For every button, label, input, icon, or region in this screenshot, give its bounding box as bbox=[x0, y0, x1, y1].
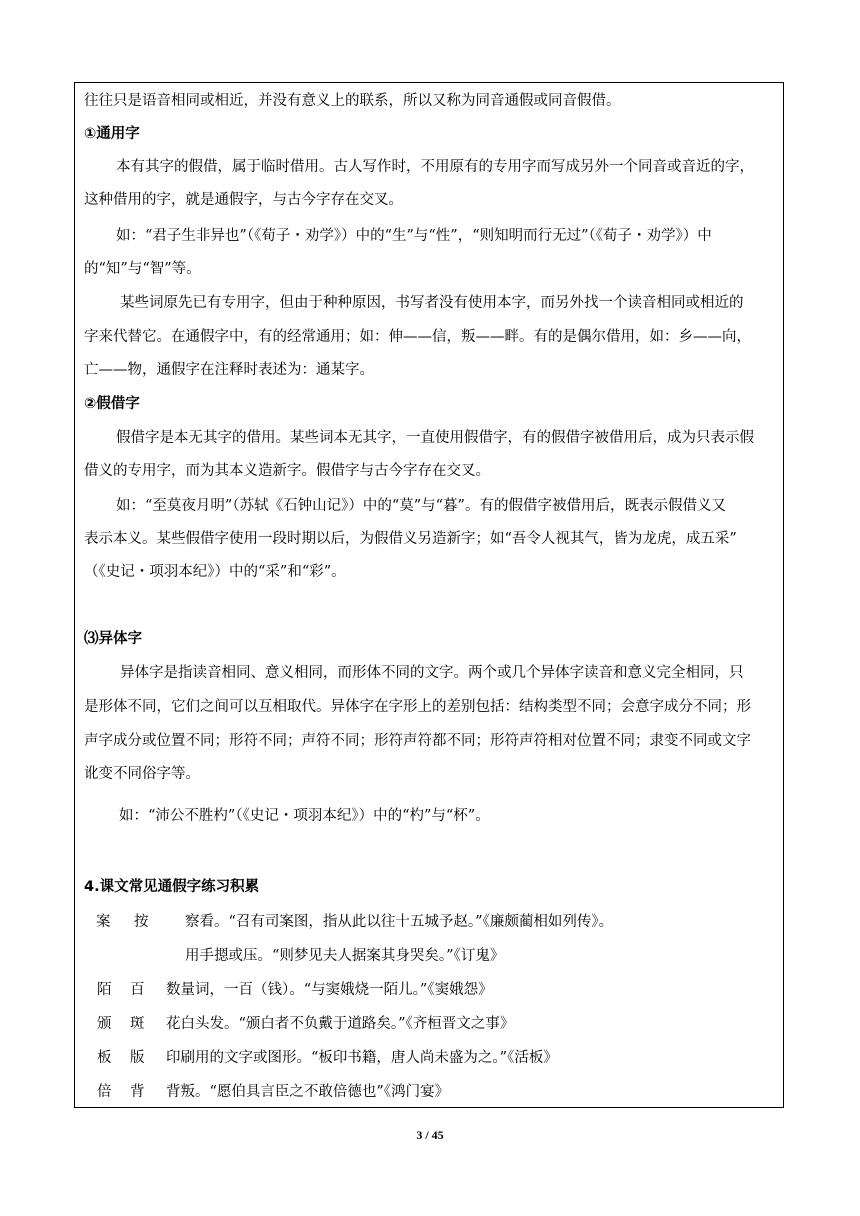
paragraph-line: 异体字是指读音相同、意义相同，而形体不同的文字。两个或几个异体字读音和意义完全相同，只 bbox=[120, 665, 744, 681]
paragraph-line: 如：“沛公不胜杓”（《史记・项羽本纪》）中的“杓”与“杯”。 bbox=[119, 808, 490, 824]
section-heading-jiajiezi: ②假借字 bbox=[84, 396, 140, 412]
entry-explanation: 数量词，一百（钱）。“与窦娥烧一陌儿。”《窦娥怨》 bbox=[166, 982, 493, 998]
paragraph-line: 的“知”与“智”等。 bbox=[84, 261, 201, 277]
entry-explanation: 印刷用的文字或图形。“板印书籍，唐人尚未盛为之。”《活板》 bbox=[166, 1050, 558, 1066]
entry-explanation: 背叛。“愿伯具言臣之不敢倍德也”《鸿门宴》 bbox=[166, 1084, 450, 1100]
page-number: 3 / 45 bbox=[416, 1128, 444, 1142]
entry-explanation: 用手摁或压。“则梦见夫人据案其身哭矣。”《订鬼》 bbox=[185, 948, 505, 964]
entry-tong-char: 背 bbox=[130, 1084, 145, 1100]
entry-explanation: 察看。“召有司案图，指从此以往十五城予赵。”《廉颇蔺相如列传》。 bbox=[185, 914, 614, 930]
paragraph-line: 表示本义。某些假借字使用一段时期以后，为假借义另造新字；如“吾令人视其气，皆为龙虎，成五采” bbox=[84, 531, 737, 547]
section-heading-yitizi: ⑶异体字 bbox=[84, 631, 142, 647]
section-heading-practice: 4.课文常见通假字练习积累 bbox=[84, 879, 260, 895]
entry-tong-char: 按 bbox=[134, 914, 149, 930]
entry-char: 案 bbox=[96, 914, 111, 930]
entry-char: 陌 bbox=[97, 982, 112, 998]
section-heading-tongyongzi: ①通用字 bbox=[84, 126, 140, 142]
entry-char: 倍 bbox=[97, 1084, 112, 1100]
entry-char: 颁 bbox=[97, 1016, 112, 1032]
paragraph-line: 声字成分或位置不同；形符不同；声符不同；形符声符都不同；形符声符相对位置不同；隶变不同或文字 bbox=[84, 733, 751, 749]
paragraph-line: 这种借用的字，就是通假字，与古今字存在交叉。 bbox=[84, 192, 403, 208]
paragraph-line: 亡——物，通假字在注释时表述为：通某字。 bbox=[84, 362, 374, 378]
paragraph-line: 本有其字的假借，属于临时借用。古人写作时，不用原有的专用字而写成另外一个同音或音近的字， bbox=[116, 159, 754, 175]
entry-explanation: 花白头发。“颁白者不负戴于道路矣。”《齐桓晋文之事》 bbox=[166, 1016, 515, 1032]
entry-tong-char: 版 bbox=[130, 1050, 145, 1066]
paragraph-line: 假借字是本无其字的借用。某些词本无其字，一直使用假借字，有的假借字被借用后，成为只表示假 bbox=[116, 430, 754, 446]
entry-tong-char: 斑 bbox=[130, 1016, 145, 1032]
paragraph-line: 借义的专用字，而为其本义造新字。假借字与古今字存在交叉。 bbox=[84, 463, 490, 479]
paragraph-line: （《史记・项羽本纪》）中的“采”和“彩”。 bbox=[84, 564, 346, 580]
paragraph-line: 如：“至莫夜月明”（苏轼《石钟山记》）中的“莫”与“暮”。有的假借字被借用后，既表示假借义又 bbox=[116, 498, 726, 514]
paragraph-line: 字来代替它。在通假字中，有的经常通用；如：伸——信，叛——畔。有的是偶尔借用，如：乡——向， bbox=[84, 329, 751, 345]
paragraph-line: 讹变不同俗字等。 bbox=[84, 766, 200, 782]
entry-char: 板 bbox=[97, 1050, 112, 1066]
paragraph-line: 如：“君子生非异也”（《荀子・劝学》）中的“生”与“性”，“则知明而行无过”（《荀子・劝学》）中 bbox=[116, 228, 712, 244]
paragraph-line: 是形体不同，它们之间可以互相取代。异体字在字形上的差别包括：结构类型不同；会意字成分不同；形 bbox=[84, 699, 751, 715]
intro-line: 往往只是语音相同或相近，并没有意义上的联系，所以又称为同音通假或同音假借。 bbox=[84, 93, 621, 109]
paragraph-line: 某些词原先已有专用字，但由于种种原因，书写者没有使用本字，而另外找一个读音相同或相近的 bbox=[120, 295, 744, 311]
entry-tong-char: 百 bbox=[130, 982, 145, 998]
